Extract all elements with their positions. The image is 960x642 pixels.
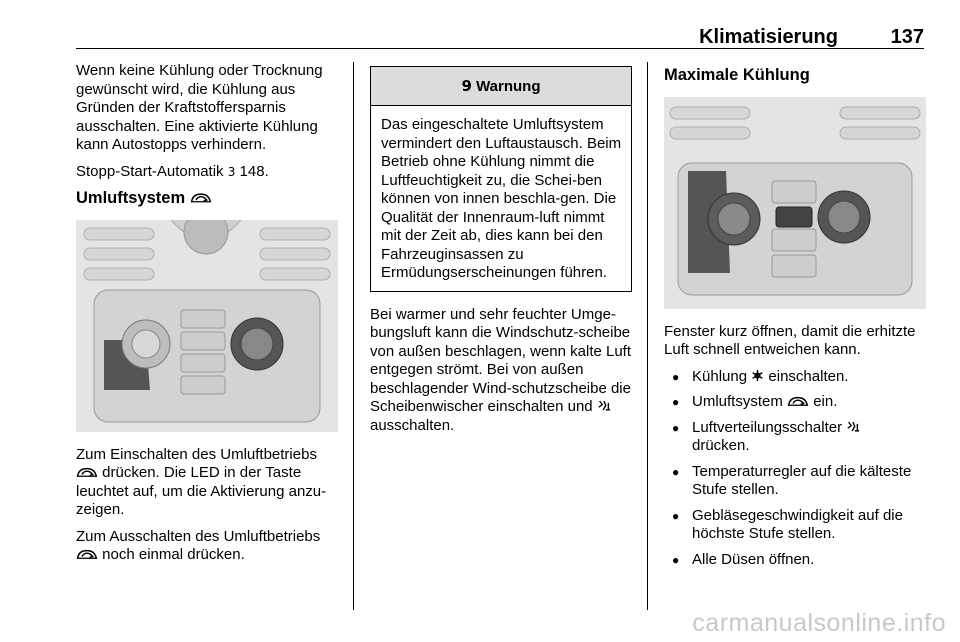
page-number: 137 xyxy=(890,26,924,48)
page-reference[interactable]: 148. xyxy=(239,162,269,180)
climate-panel-photo xyxy=(76,220,338,432)
section-title: Klimatisierung xyxy=(699,26,838,48)
column-divider xyxy=(353,62,354,610)
list-item: ● Umluftsystem ein. xyxy=(664,393,930,412)
recirculation-icon xyxy=(76,548,98,560)
warning-header: 9 Warnung xyxy=(371,67,631,106)
section-heading: Maximale Kühlung xyxy=(664,66,810,84)
column-right xyxy=(664,62,930,576)
paragraph: Wenn keine Kühlung oder Trocknung gewünscht wird, die Kühlung aus Gründen der Kraftstoffersparnis ausschalten. Eine aktivierte Kühlung kann Autostopps verhindern. xyxy=(76,62,323,153)
warning-text: Das eingeschaltete Umluftsystem vermindert den Luftaustausch. Beim Betrieb ohne Kühlung nimmt die Luftfeuchtigkeit zu, die Schei-ben können von innen beschla-gen. Die Qualität der Innenraum-luft nimmt mit der Zeit ab, dies kann bei den Fahrzeuginsassen zu Ermüdungserscheinungen führen. xyxy=(381,116,622,281)
section-heading: Umluftsystem xyxy=(76,189,344,208)
airflow-distribution-icon xyxy=(597,399,611,412)
paragraph xyxy=(76,163,344,182)
list-item: ● Kühlung einschalten. xyxy=(664,368,930,387)
list-item: ● Alle Düsen öffnen. xyxy=(664,551,930,570)
list-item: ● Gebläsegeschwindigkeit auf die höchste Stufe stellen. xyxy=(664,507,930,544)
paragraph: Zum Einschalten des Umluftbetriebs drücken. Die LED in der Taste leuchtet auf, um die Aktivierung anzu-zeigen. xyxy=(76,445,327,518)
column-divider xyxy=(647,62,648,610)
list-item: ● Temperaturregler auf die kälteste Stufe stellen. xyxy=(664,463,930,500)
climate-panel-photo xyxy=(664,97,926,309)
paragraph: Zum Ausschalten des Umluftbetriebs noch einmal drücken. xyxy=(76,527,321,563)
recirculation-icon xyxy=(787,395,809,407)
paragraph: Bei warmer und sehr feuchter Umge-bungsluft kann die Windschutz-scheibe von außen beschlagen, wenn kalte Luft entgegen strömt. Bei von außen beschlagender Wind-schutzscheibe die Scheibenwischer einschalten und ausschalten. xyxy=(370,305,632,434)
recirculation-icon xyxy=(76,466,98,478)
warning-box xyxy=(370,66,632,292)
paragraph: Fenster kurz öffnen, damit die erhitzte Luft schnell entweichen kann. xyxy=(664,322,916,358)
list-item: ● Luftverteilungsschalter drücken. xyxy=(664,419,930,456)
instruction-list xyxy=(664,368,930,570)
airflow-distribution-icon xyxy=(846,420,860,433)
watermark: carmanualsonline.info xyxy=(692,609,946,637)
page-header xyxy=(76,26,924,49)
reference-arrow-icon: 3 xyxy=(227,164,236,179)
column-left xyxy=(76,62,344,573)
recirculation-icon xyxy=(190,191,212,204)
column-middle xyxy=(370,62,632,443)
snowflake-icon xyxy=(751,369,764,382)
warning-icon: 9 xyxy=(461,77,472,95)
cross-reference-text: Stopp-Start-Automatik xyxy=(76,162,224,180)
